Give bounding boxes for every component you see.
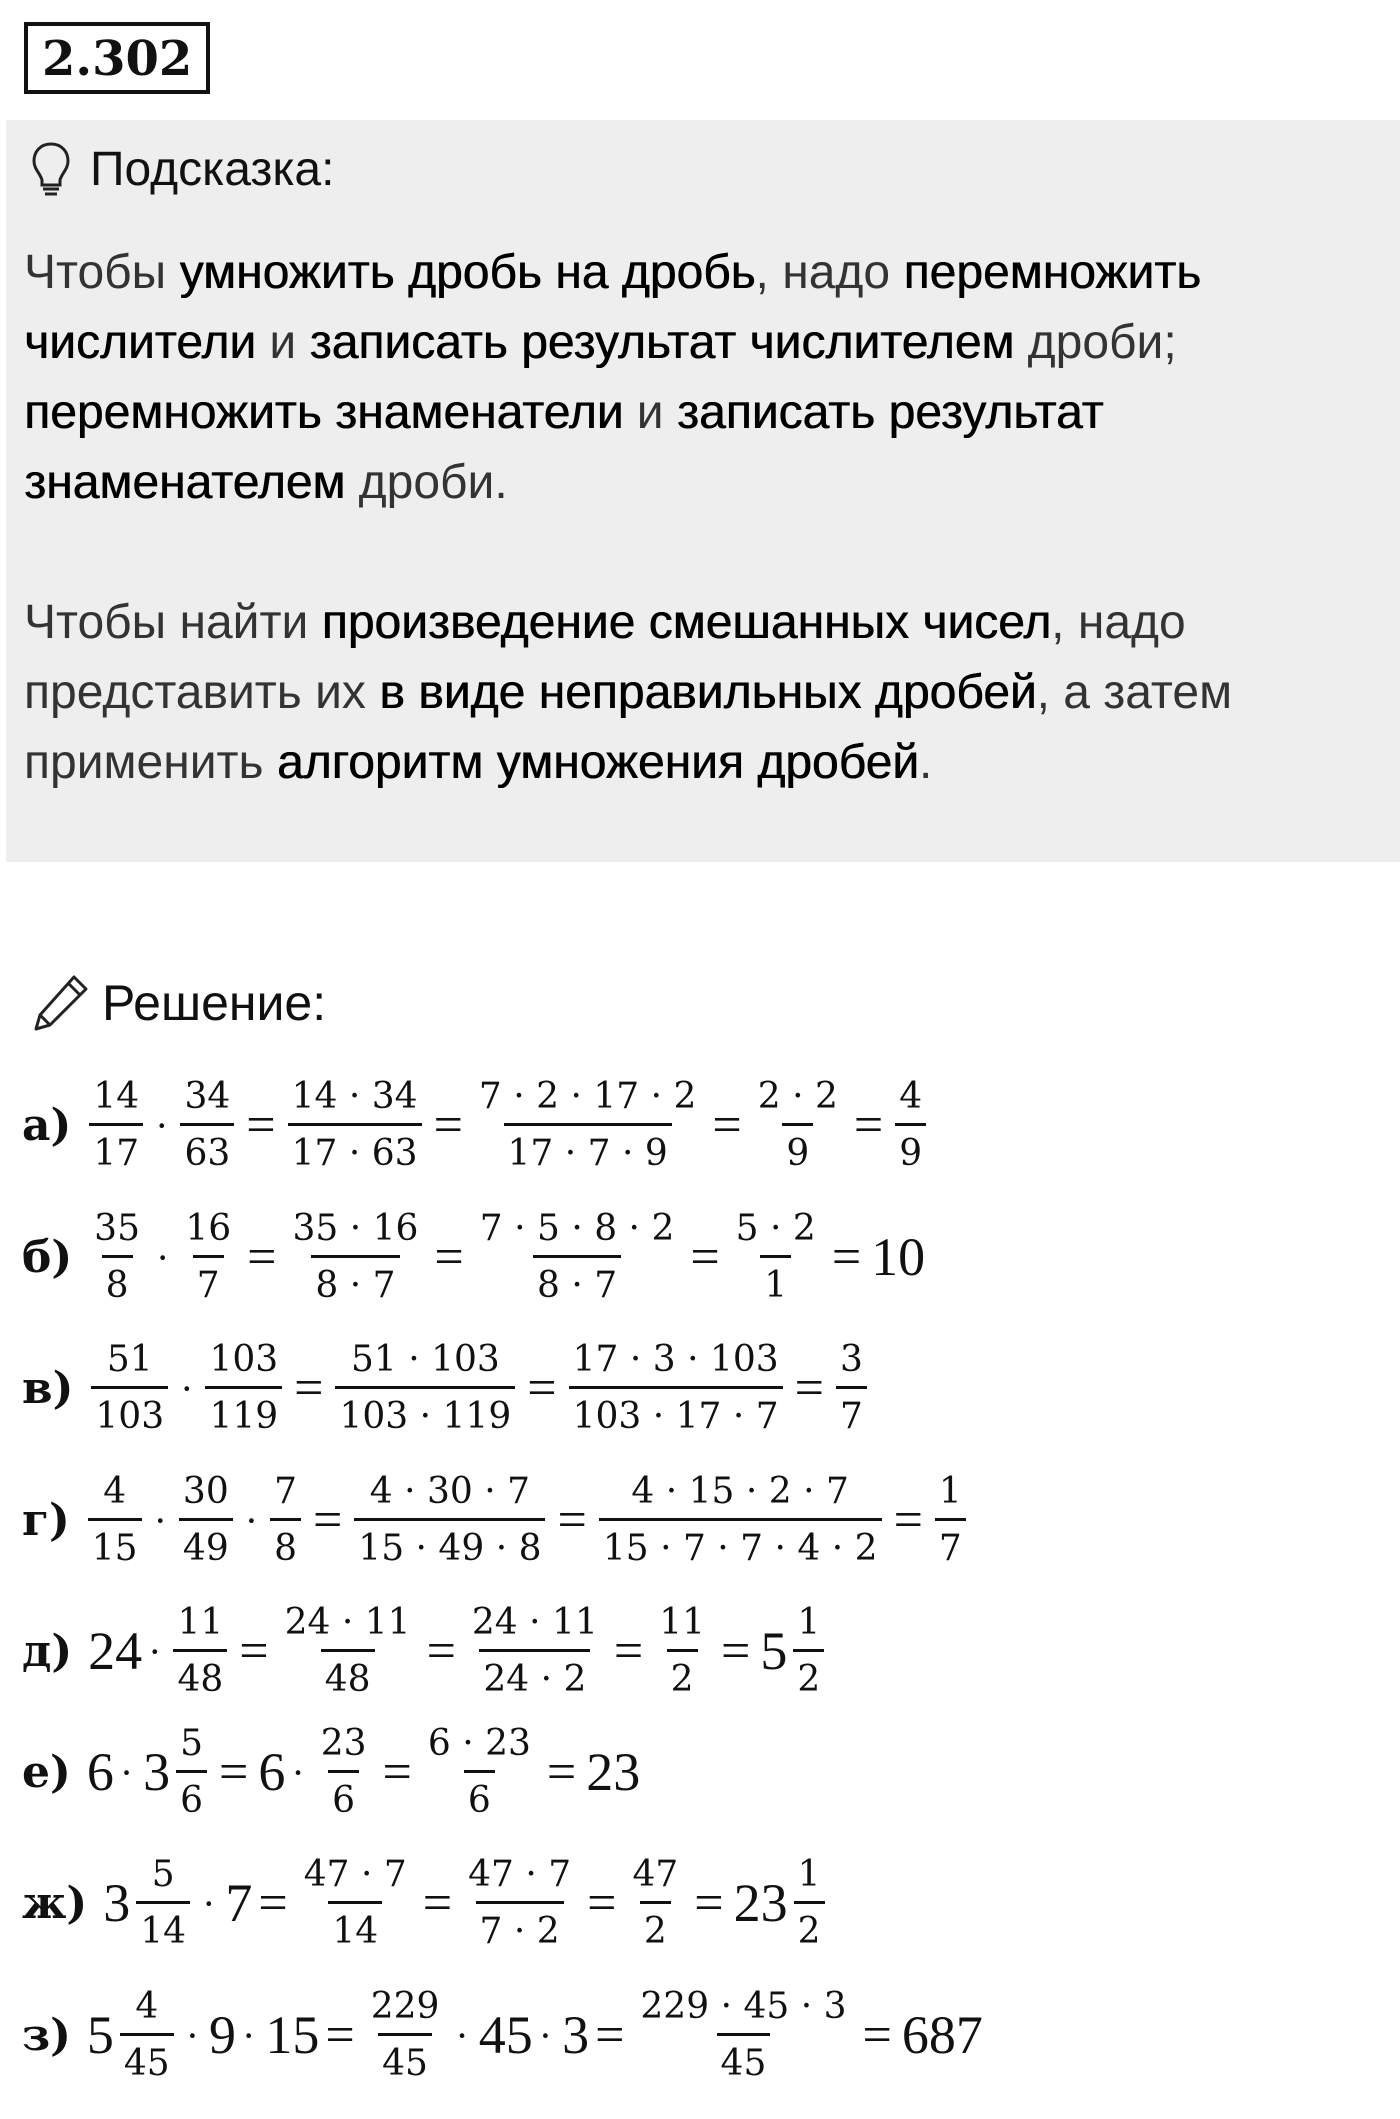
denominator: 17 · 7 · 9 bbox=[504, 1123, 672, 1176]
equals-sign: = bbox=[434, 1228, 464, 1286]
denominator: 103 · 119 bbox=[335, 1386, 515, 1439]
numerator: 4 · 30 · 7 bbox=[369, 1470, 531, 1512]
fraction bbox=[354, 1470, 545, 1571]
numerator: 47 bbox=[632, 1853, 679, 1895]
fraction bbox=[180, 1075, 234, 1176]
solution-line-label: г) bbox=[22, 1494, 70, 1546]
numerator: 16 bbox=[185, 1207, 232, 1249]
hint-emphasis: перемножить знаменатели bbox=[24, 386, 624, 439]
numerator: 4 · 15 · 2 · 7 bbox=[631, 1470, 849, 1512]
number: 5 bbox=[86, 2005, 114, 2065]
hint-emphasis: умножить дробь на дробь bbox=[179, 246, 756, 299]
equals-sign: = bbox=[595, 2006, 625, 2064]
fraction bbox=[300, 1853, 411, 1954]
numerator: 1 bbox=[938, 1470, 962, 1512]
numerator: 7 · 2 · 17 · 2 bbox=[478, 1075, 697, 1117]
equals-sign: = bbox=[557, 1491, 587, 1549]
equals-sign: = bbox=[613, 1622, 644, 1680]
multiply-sign: · bbox=[148, 1628, 162, 1674]
denominator: 48 bbox=[321, 1649, 375, 1702]
equals-sign: = bbox=[862, 2006, 892, 2064]
numerator: 4 bbox=[103, 1470, 127, 1512]
solution-line-label: а) bbox=[22, 1099, 72, 1151]
denominator: 14 bbox=[136, 1901, 190, 1954]
denominator: 45 bbox=[120, 2033, 174, 2086]
denominator: 2 bbox=[794, 1901, 825, 1954]
equals-sign: = bbox=[219, 1743, 249, 1801]
numerator: 1 bbox=[797, 1601, 821, 1643]
numerator: 30 bbox=[182, 1470, 229, 1512]
solution-title: Решение: bbox=[102, 975, 327, 1031]
denominator: 24 · 2 bbox=[479, 1649, 590, 1702]
fraction bbox=[475, 1075, 701, 1176]
numerator: 4 bbox=[135, 1985, 159, 2027]
denominator: 6 bbox=[328, 1770, 359, 1823]
solution-line-label: ж) bbox=[22, 1877, 88, 1929]
numerator: 7 bbox=[274, 1470, 297, 1512]
equals-sign: = bbox=[893, 1491, 923, 1549]
numerator: 14 bbox=[93, 1075, 140, 1117]
numerator: 35 bbox=[94, 1207, 140, 1249]
denominator: 9 bbox=[782, 1123, 813, 1176]
fraction bbox=[836, 1338, 867, 1439]
fraction bbox=[424, 1722, 535, 1823]
fraction bbox=[91, 1338, 168, 1439]
numerator: 24 · 11 bbox=[284, 1601, 411, 1643]
denominator: 119 bbox=[205, 1386, 282, 1439]
fraction bbox=[181, 1207, 235, 1308]
fraction bbox=[468, 1601, 602, 1702]
number: 24 bbox=[88, 1621, 143, 1681]
equals-sign: = bbox=[382, 1743, 412, 1801]
numerator: 17 · 3 · 103 bbox=[572, 1338, 779, 1380]
solution-line-label: з) bbox=[22, 2009, 71, 2061]
fraction bbox=[367, 1985, 444, 2086]
hint-text-segment: , надо представить их bbox=[24, 596, 1186, 719]
solution-line bbox=[22, 1470, 972, 1570]
equals-sign: = bbox=[312, 1491, 343, 1549]
multiply-sign: · bbox=[185, 2012, 200, 2058]
denominator: 7 · 2 bbox=[476, 1901, 564, 1954]
hint-emphasis: перемножить числители bbox=[24, 246, 1202, 369]
denominator: 17 bbox=[89, 1123, 143, 1176]
numerator: 6 · 23 bbox=[427, 1722, 531, 1764]
fraction bbox=[270, 1470, 301, 1571]
hint-text-segment: . bbox=[918, 736, 933, 789]
solution-line bbox=[22, 1075, 932, 1175]
solution-line-label: в) bbox=[22, 1362, 74, 1414]
numerator: 11 bbox=[659, 1601, 705, 1643]
number: 3 bbox=[103, 1873, 131, 1933]
fraction bbox=[895, 1075, 926, 1176]
numerator: 24 · 11 bbox=[471, 1601, 598, 1643]
denominator: 103 bbox=[91, 1386, 168, 1439]
denominator: 63 bbox=[180, 1123, 234, 1176]
equals-sign: = bbox=[587, 1874, 617, 1932]
hint-emphasis: записать результат числителем bbox=[309, 316, 1015, 369]
denominator: 8 · 7 bbox=[311, 1255, 399, 1308]
equals-sign: = bbox=[853, 1096, 884, 1154]
multiply-sign: · bbox=[119, 1749, 134, 1795]
equals-sign: = bbox=[721, 1622, 751, 1680]
denominator: 1 bbox=[760, 1255, 791, 1308]
multiply-sign: · bbox=[155, 1234, 170, 1280]
fraction bbox=[89, 1075, 143, 1176]
numerator: 5 bbox=[180, 1722, 204, 1764]
fraction bbox=[628, 1853, 682, 1954]
multiply-sign: · bbox=[180, 1365, 194, 1411]
denominator: 7 bbox=[836, 1386, 867, 1439]
equals-sign: = bbox=[426, 1622, 456, 1680]
fraction bbox=[464, 1853, 575, 1954]
solution-line bbox=[22, 1985, 983, 2085]
number: 3 bbox=[562, 2005, 590, 2065]
hint-text-segment: Чтобы bbox=[24, 246, 180, 299]
fraction bbox=[335, 1338, 515, 1439]
solution-line-label: б) bbox=[22, 1231, 73, 1283]
equals-sign: = bbox=[239, 1622, 269, 1680]
numerator: 2 · 2 bbox=[757, 1075, 838, 1117]
denominator: 14 bbox=[328, 1901, 382, 1954]
denominator: 15 bbox=[88, 1518, 142, 1571]
number: 23 bbox=[586, 1742, 641, 1802]
denominator: 45 bbox=[717, 2033, 771, 2086]
lightbulb-icon bbox=[30, 141, 72, 199]
multiply-sign: · bbox=[153, 1497, 167, 1543]
numerator: 47 · 7 bbox=[468, 1853, 572, 1895]
numerator: 23 bbox=[320, 1722, 367, 1764]
denominator: 6 bbox=[176, 1770, 207, 1823]
denominator: 6 bbox=[464, 1770, 495, 1823]
equals-sign: = bbox=[831, 1228, 862, 1286]
numerator: 229 · 45 · 3 bbox=[640, 1985, 847, 2027]
fraction bbox=[179, 1470, 233, 1571]
numerator: 11 bbox=[177, 1601, 224, 1643]
numerator: 34 bbox=[184, 1075, 231, 1117]
denominator: 2 bbox=[667, 1649, 698, 1702]
solution-header bbox=[28, 970, 326, 1036]
hint-header bbox=[30, 140, 334, 200]
denominator: 8 bbox=[270, 1518, 301, 1571]
numerator: 229 bbox=[370, 1985, 440, 2027]
fraction bbox=[476, 1207, 679, 1308]
denominator: 48 bbox=[173, 1649, 227, 1702]
solution-line-label: д) bbox=[22, 1625, 73, 1677]
fraction bbox=[90, 1207, 144, 1308]
equals-sign: = bbox=[325, 2006, 355, 2064]
denominator: 45 bbox=[378, 2033, 432, 2086]
number: 5 bbox=[760, 1621, 788, 1681]
denominator: 8 bbox=[102, 1255, 133, 1308]
denominator: 7 bbox=[193, 1255, 224, 1308]
solution-line bbox=[22, 1601, 830, 1701]
hint-text-segment: , а затем применить bbox=[24, 666, 1233, 789]
equals-sign: = bbox=[247, 1228, 277, 1286]
number: 9 bbox=[209, 2005, 237, 2065]
number: 15 bbox=[265, 2005, 320, 2065]
denominator: 8 · 7 bbox=[533, 1255, 621, 1308]
equals-sign: = bbox=[527, 1359, 557, 1417]
numerator: 103 bbox=[209, 1338, 279, 1380]
multiply-sign: · bbox=[244, 1497, 259, 1543]
fraction bbox=[935, 1470, 966, 1571]
numerator: 5 bbox=[151, 1853, 175, 1895]
equals-sign: = bbox=[712, 1096, 742, 1154]
hint-emphasis: в виде неправильных дробей bbox=[379, 666, 1037, 719]
equals-sign: = bbox=[546, 1743, 577, 1801]
numerator: 47 · 7 bbox=[303, 1853, 407, 1895]
denominator: 7 bbox=[935, 1518, 966, 1571]
equals-sign: = bbox=[690, 1228, 720, 1286]
number: 687 bbox=[901, 2005, 983, 2065]
solution-line-label: е) bbox=[22, 1746, 71, 1798]
multiply-sign: · bbox=[291, 1749, 305, 1795]
hint-paragraph-1 bbox=[24, 238, 1384, 518]
number: 10 bbox=[871, 1227, 926, 1287]
pencil-icon bbox=[28, 971, 92, 1035]
fraction bbox=[794, 1853, 825, 1954]
hint-text-segment: , надо bbox=[755, 246, 904, 299]
solution-line bbox=[22, 1853, 831, 1953]
denominator: 2 bbox=[793, 1649, 824, 1702]
hint-emphasis: произведение смешанных чисел bbox=[321, 596, 1052, 649]
fraction bbox=[136, 1853, 190, 1954]
fraction bbox=[88, 1470, 142, 1571]
denominator: 15 · 49 · 8 bbox=[354, 1518, 545, 1571]
number: 6 bbox=[86, 1742, 114, 1802]
denominator: 103 · 17 · 7 bbox=[569, 1386, 783, 1439]
fraction bbox=[205, 1338, 282, 1439]
fraction bbox=[754, 1075, 842, 1176]
fraction bbox=[569, 1338, 783, 1439]
fraction bbox=[173, 1601, 227, 1702]
numerator: 51 · 103 bbox=[350, 1338, 500, 1380]
denominator: 9 bbox=[895, 1123, 926, 1176]
task-number: 2.302 bbox=[24, 22, 210, 94]
hint-text-segment: дроби. bbox=[345, 456, 508, 509]
equals-sign: = bbox=[294, 1359, 324, 1417]
hint-text-segment: и bbox=[256, 316, 310, 369]
numerator: 3 bbox=[840, 1338, 863, 1380]
fraction bbox=[176, 1722, 207, 1823]
equals-sign: = bbox=[794, 1359, 824, 1417]
denominator: 49 bbox=[179, 1518, 233, 1571]
number: 45 bbox=[478, 2005, 533, 2065]
equals-sign: = bbox=[422, 1874, 453, 1932]
hint-paragraph-2 bbox=[24, 588, 1384, 798]
hint-emphasis: записать результат знаменателем bbox=[24, 386, 1104, 509]
fraction bbox=[317, 1722, 371, 1823]
hint-title: Подсказка: bbox=[90, 143, 335, 196]
denominator: 15 · 7 · 7 · 4 · 2 bbox=[599, 1518, 882, 1571]
hint-text-segment: и bbox=[623, 386, 677, 439]
fraction bbox=[281, 1601, 415, 1702]
fraction bbox=[288, 1207, 422, 1308]
multiply-sign: · bbox=[455, 2012, 469, 2058]
equals-sign: = bbox=[246, 1096, 276, 1154]
multiply-sign: · bbox=[538, 2012, 553, 2058]
fraction bbox=[599, 1470, 882, 1571]
fraction bbox=[793, 1601, 824, 1702]
multiply-sign: · bbox=[202, 1880, 216, 1926]
numerator: 5 · 2 bbox=[735, 1207, 816, 1249]
number: 3 bbox=[143, 1742, 171, 1802]
multiply-sign: · bbox=[155, 1102, 169, 1148]
numerator: 4 bbox=[899, 1075, 923, 1117]
fraction bbox=[655, 1601, 709, 1702]
equals-sign: = bbox=[258, 1874, 288, 1932]
fraction bbox=[120, 1985, 174, 2086]
solution-line bbox=[22, 1207, 925, 1307]
hint-emphasis: алгоритм умножения дробей bbox=[276, 736, 919, 789]
equals-sign: = bbox=[433, 1096, 463, 1154]
fraction bbox=[636, 1985, 850, 2086]
multiply-sign: · bbox=[242, 2012, 256, 2058]
fraction bbox=[732, 1207, 820, 1308]
denominator: 2 bbox=[640, 1901, 671, 1954]
numerator: 14 · 34 bbox=[291, 1075, 418, 1117]
numerator: 7 · 5 · 8 · 2 bbox=[479, 1207, 675, 1249]
number: 23 bbox=[733, 1873, 788, 1933]
hint-text-segment: дроби; bbox=[1014, 316, 1177, 369]
denominator: 17 · 63 bbox=[288, 1123, 422, 1176]
solution-line bbox=[22, 1722, 640, 1822]
fraction bbox=[288, 1075, 422, 1176]
numerator: 35 · 16 bbox=[292, 1207, 419, 1249]
number: 7 bbox=[225, 1873, 253, 1933]
numerator: 51 bbox=[106, 1338, 153, 1380]
equals-sign: = bbox=[694, 1874, 724, 1932]
numerator: 1 bbox=[797, 1853, 821, 1895]
hint-box bbox=[6, 120, 1400, 862]
number: 6 bbox=[258, 1742, 286, 1802]
solution-line bbox=[22, 1338, 873, 1438]
hint-text-segment: Чтобы найти bbox=[24, 596, 322, 649]
